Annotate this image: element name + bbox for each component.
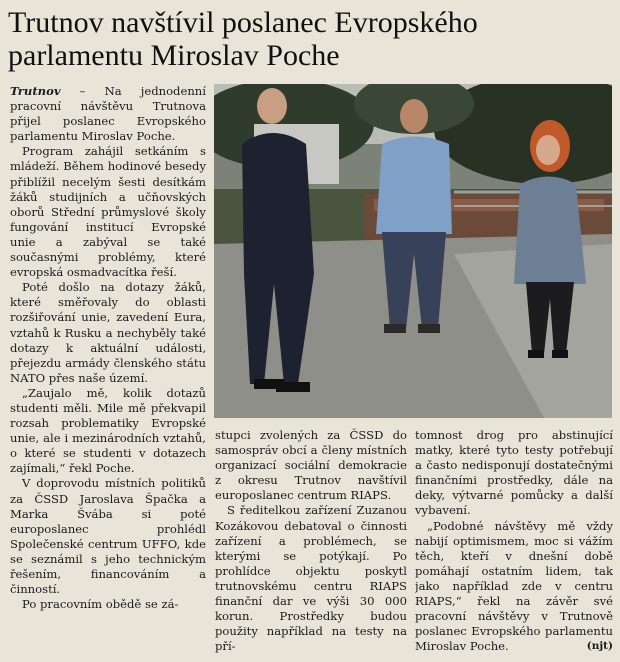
paragraph: Program zahájil setkáním s mládeží. Během hodinové besedy přiblížil necelým šesti desítkám žáků studijních a učňovských oborů Střední průmyslové školy fungování institucí Evropské unie a zabýval se také současnými problémy, které evropská osmadvacítka řeší. — [10, 144, 206, 280]
closing-quote-text: „Podobné návštěvy mě vždy nabijí optimismem, moc si vážím těch, kteří v dnešní době pomáhají ostatním lidem, tak jako například zde v centru RIAPS,“ řekl na závěr své pracovní návštěvy v Trutnově poslanec Evropského parlamentu Miroslav Poche. — [415, 518, 613, 654]
author-signature: (njt) — [586, 640, 613, 653]
paragraph: V doprovodu místních politiků za ČSSD Jaroslava Špačka a Marka Švába si poté europoslanec prohlédl Společenské centrum UFFO, kde se seznámil s jeho technickým řešením, financováním a činností. — [10, 476, 206, 597]
paragraph: tomnost drog pro abstinující matky, které tyto testy potřebují a často nedisponují dostatečnými finančními prostředky, dále na deky, výtvarné pomůcky a další vybavení. — [415, 428, 613, 518]
lead-text: – Na jednodenní pracovní návštěvu Trutnova přijel poslanec Evropského parlamentu Miroslav Poche. — [10, 84, 206, 144]
article-column-2 — [215, 428, 407, 658]
paragraph: stupci zvolených za ČSSD do samospráv obcí a členy místních organizací sociální demokracie z okresu Trutnov navštívil europoslanec centrum RIAPS. — [215, 428, 407, 503]
article-column-3 — [415, 428, 613, 658]
paragraph: S ředitelkou zařízení Zuzanou Kozákovou debatoval o činnosti zařízení a problémech, se kterými se potýkají. Po prohlídce objektu poskytl trutnovskému centru RIAPS finanční dar ve výši 30 000 korun. Prostředky budou použity například na testy na pří- — [215, 503, 407, 654]
paragraph: „Zaujalo mě, kolik dotazů studenti měli. Mile mě překvapil rozsah problematiky Evropské unie, ale i mezinárodních vztahů, o které se studenti v dotazech zajímali,“ řekl Poche. — [10, 385, 206, 476]
paragraph — [415, 519, 613, 655]
article-column-1 — [10, 84, 206, 656]
paragraph: Po pracovním obědě se zá- — [22, 597, 179, 612]
photo-illustration — [214, 84, 612, 418]
byline: Trutnov — [10, 84, 61, 98]
headline-line-2: parlamentu Miroslav Poche — [8, 39, 340, 72]
paragraph — [10, 84, 206, 144]
article-photo — [214, 84, 612, 418]
headline-line-1: Trutnov navštívil poslanec Evropského — [8, 6, 478, 39]
article-headline — [8, 6, 612, 72]
paragraph: Poté došlo na dotazy žáků, které směřovaly do oblasti rozšiřování unie, zavedení Eura, vztahů k Rusku a nechyběly také dotazy k aktuální události, přejezdu armády členského státu NATO přes naše území. — [10, 280, 206, 385]
